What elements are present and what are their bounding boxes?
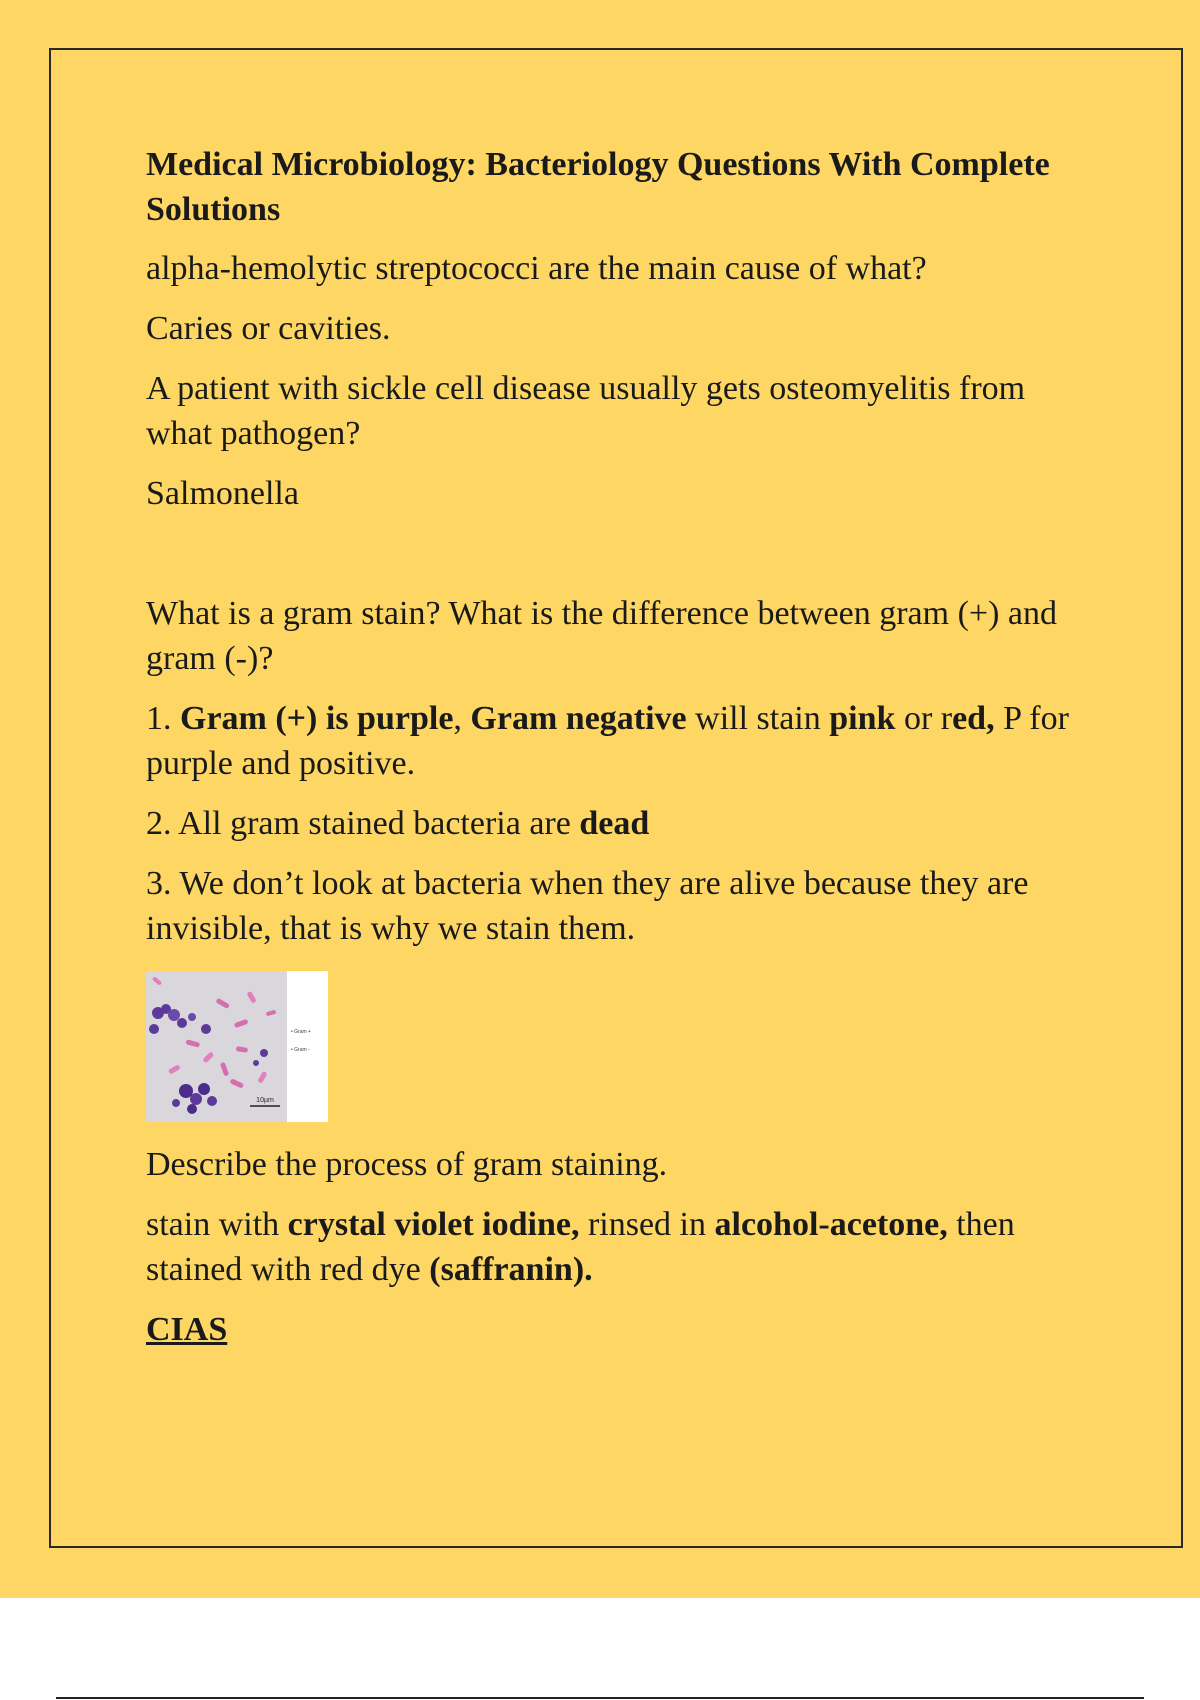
point-1-bold-1: Gram (+) is purple	[180, 700, 454, 737]
answer-2: Salmonella	[146, 475, 299, 512]
legend-gram-positive: • Gram +	[291, 1029, 311, 1035]
spacer	[146, 531, 1096, 591]
gram-positive-cell	[168, 1009, 180, 1021]
gram-positive-cell	[201, 1024, 211, 1034]
legend-gram-negative: • Gram -	[291, 1047, 310, 1053]
point-2-bold: dead	[579, 805, 650, 842]
question-3: What is a gram stain? What is the difference between gram (+) and gram (-)?	[146, 595, 1057, 677]
process-bold-1: crystal violet iodine,	[287, 1206, 580, 1243]
answer-4	[146, 1202, 1096, 1292]
point-2-text: 2. All gram stained bacteria are	[146, 805, 580, 842]
micrograph-image	[146, 971, 328, 1122]
gram-positive-cell	[149, 1024, 159, 1034]
footer-rule	[56, 1697, 1144, 1699]
point-1-bold-2: Gram negative	[470, 700, 687, 737]
answer-1: Caries or cavities.	[146, 310, 391, 347]
gram-positive-cell	[172, 1099, 180, 1107]
gram-positive-cell	[177, 1018, 187, 1028]
answer-3-point-3: 3. We don’t look at bacteria when they are alive because they are invisible, that is why we stain them.	[146, 865, 1029, 947]
document-title: Medical Microbiology: Bacteriology Questions With Complete Solutions	[146, 146, 1050, 228]
point-1-text-1: ,	[453, 700, 471, 737]
gram-positive-cell	[253, 1060, 259, 1066]
question-4: Describe the process of gram staining.	[146, 1146, 668, 1183]
process-bold-2: alcohol-acetone,	[714, 1206, 948, 1243]
answer-3-point-1	[146, 696, 1096, 786]
question-2: A patient with sickle cell disease usually gets osteomyelitis from what pathogen?	[146, 370, 1026, 452]
scale-bar-label: 10µm	[256, 1097, 274, 1104]
process-text-2: rinsed in	[579, 1206, 715, 1243]
gram-positive-cell	[260, 1049, 268, 1057]
gram-stain-micrograph	[146, 971, 328, 1122]
process-text-3: then stained with red dye	[146, 1206, 1015, 1288]
process-bold-3: (saffranin).	[429, 1251, 593, 1288]
point-1-number: 1.	[146, 700, 180, 737]
answer-3-point-2	[146, 801, 1096, 846]
gram-positive-cell	[190, 1093, 202, 1105]
mnemonic: CIAS	[146, 1311, 228, 1348]
point-1-text-2: will stain	[686, 700, 830, 737]
point-1-bold-4: ed,	[952, 700, 995, 737]
gram-positive-cell	[188, 1013, 196, 1021]
gram-positive-cell	[207, 1096, 217, 1106]
point-1-text-3b: r	[940, 700, 953, 737]
document-body	[146, 142, 1096, 1352]
process-text-1: stain with	[146, 1206, 288, 1243]
point-1-text-3: or	[895, 700, 941, 737]
point-1-text-4: P for purple and positive.	[146, 700, 1069, 782]
point-1-bold-3: pink	[829, 700, 896, 737]
gram-positive-cell	[187, 1104, 197, 1114]
gram-positive-cell	[198, 1083, 210, 1095]
question-1: alpha-hemolytic streptococci are the main cause of what?	[146, 250, 927, 287]
